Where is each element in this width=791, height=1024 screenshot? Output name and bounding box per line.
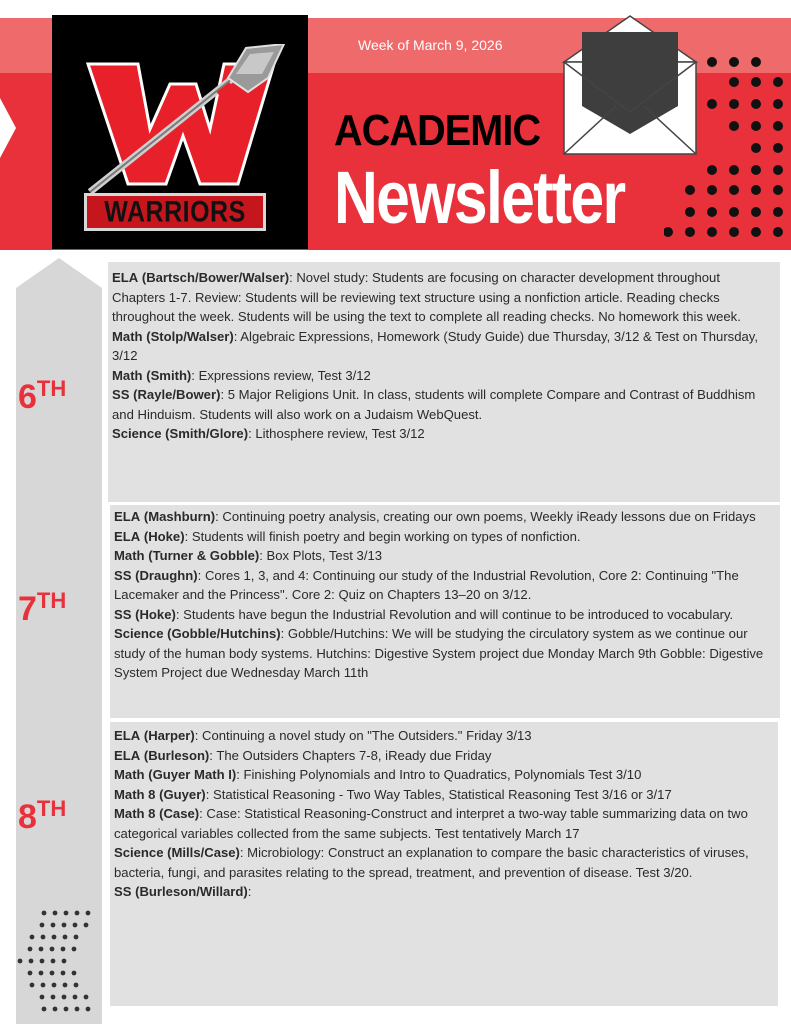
decorative-dot — [63, 983, 68, 988]
decorative-dot — [773, 99, 783, 109]
decorative-dot — [30, 983, 35, 988]
decorative-dot — [18, 959, 23, 964]
decorative-dot — [773, 185, 783, 195]
decorative-dot — [773, 207, 783, 217]
grade-8-panel — [110, 722, 778, 1006]
decorative-dot — [72, 971, 77, 976]
entry: Math 8 (Guyer): Statistical Reasoning - Two Way Tables, Statistical Reasoning Test 3/16 or 3/17 — [114, 786, 672, 802]
decorative-dot — [53, 1007, 58, 1012]
decorative-dot — [61, 971, 66, 976]
decorative-dot — [751, 57, 761, 67]
decorative-dot — [685, 185, 695, 195]
decorative-dot — [52, 983, 57, 988]
grade-6-label: 6TH — [18, 376, 67, 416]
decorative-dot — [664, 227, 673, 237]
decorative-dot — [50, 971, 55, 976]
decorative-dot — [53, 911, 58, 916]
entry: SS (Burleson/Willard): — [114, 884, 252, 899]
decorative-dot — [61, 947, 66, 952]
left-chevron-icon — [0, 98, 16, 158]
title-newsletter: Newsletter — [334, 156, 625, 239]
warriors-plate — [84, 193, 266, 231]
decorative-dot — [51, 995, 56, 1000]
decorative-dot — [51, 923, 56, 928]
entry: ELA (Mashburn): Continuing poetry analysis, creating our own poems, Weekly iReady lessons due on Fridays — [114, 509, 756, 524]
decorative-dots-icon — [0, 905, 106, 1017]
decorative-dot — [40, 923, 45, 928]
decorative-dot — [73, 995, 78, 1000]
decorative-dot — [707, 165, 717, 175]
strip-notch — [16, 258, 102, 288]
decorative-dot — [41, 935, 46, 940]
decorative-dot — [707, 227, 717, 237]
decorative-dot — [40, 995, 45, 1000]
decorative-dot — [685, 207, 695, 217]
decorative-dot — [50, 947, 55, 952]
decorative-dot — [72, 947, 77, 952]
arrowhead-w-logo-icon — [78, 44, 288, 194]
decorative-dot — [62, 923, 67, 928]
decorative-dot — [685, 227, 695, 237]
decorative-dot — [62, 995, 67, 1000]
decorative-dot — [729, 207, 739, 217]
logo-text: WARRIORS — [104, 194, 246, 229]
decorative-dot — [773, 165, 783, 175]
decorative-dot — [52, 935, 57, 940]
decorative-dot — [42, 911, 47, 916]
decorative-dot — [707, 57, 717, 67]
entry: SS (Rayle/Bower): 5 Major Religions Unit. In class, students will complete Compare and Contrast of Buddhism and Hinduism. Students will also work on a Judaism WebQuest. — [112, 387, 756, 422]
decorative-dot — [73, 923, 78, 928]
decorative-dot — [751, 99, 761, 109]
entry: ELA (Bartsch/Bower/Walser): Novel study: Students are focusing on character development throughout Chapters 1-7. Review: Students will be reviewing text structure using a nonfiction article. Reading checks throughout the week. Students will be using the text to complete all reading checks. No homework this week. — [112, 270, 741, 324]
entry: Math (Stolp/Walser): Algebraic Expressions, Homework (Study Guide) due Thursday, 3/12 & Test on Thursday, 3/12 — [112, 328, 759, 363]
decorative-dot — [28, 947, 33, 952]
decorative-dot — [84, 995, 89, 1000]
decorative-dot — [63, 935, 68, 940]
decorative-dot — [42, 1007, 47, 1012]
title-academic: ACADEMIC — [334, 106, 541, 155]
decorative-dot — [64, 911, 69, 916]
entry: SS (Hoke): Students have begun the Industrial Revolution and will continue to be introduced to vocabulary. — [114, 606, 734, 622]
decorative-dot — [751, 207, 761, 217]
decorative-dot — [729, 185, 739, 195]
decorative-dot — [40, 959, 45, 964]
entry: Science (Mills/Case): Microbiology: Construct an explanation to compare the basic characteristics of viruses, bacteria, fungi, and parasites relating to the spread, treatment, and prevention of disease. Test 3/20. — [114, 845, 749, 880]
grade-7-label: 7TH — [18, 588, 67, 628]
decorative-dot — [64, 1007, 69, 1012]
decorative-dot — [729, 121, 739, 131]
decorative-dot — [751, 121, 761, 131]
decorative-dot — [751, 227, 761, 237]
decorative-dot — [74, 983, 79, 988]
decorative-dot — [39, 971, 44, 976]
entry: Science (Smith/Glore): Lithosphere review, Test 3/12 — [112, 426, 425, 441]
decorative-dot — [39, 947, 44, 952]
decorative-dot — [751, 185, 761, 195]
decorative-dot — [729, 227, 739, 237]
decorative-dot — [751, 165, 761, 175]
entry: ELA (Hoke): Students will finish poetry and begin working on types of nonfiction. — [114, 528, 581, 544]
grade-8-label: 8TH — [18, 796, 67, 836]
decorative-dot — [28, 971, 33, 976]
decorative-dot — [29, 959, 34, 964]
grade-7-panel — [110, 505, 780, 718]
decorative-dot — [729, 99, 739, 109]
decorative-dot — [51, 959, 56, 964]
entry: ELA (Harper): Continuing a novel study on "The Outsiders." Friday 3/13 — [114, 728, 532, 743]
entry: Math (Smith): Expressions review, Test 3/12 — [112, 367, 371, 383]
entry: Math 8 (Case): Case: Statistical Reasoning-Construct and interpret a two-way table summarizing data on two categorical variables collected from the same subjects. Test tentatively March 17 — [114, 806, 748, 841]
decorative-dot — [729, 77, 739, 87]
grade-6-panel — [108, 262, 780, 502]
decorative-dot — [84, 923, 89, 928]
decorative-dot — [86, 911, 91, 916]
decorative-dots-icon — [664, 56, 791, 240]
decorative-dot — [707, 207, 717, 217]
decorative-dot — [773, 227, 783, 237]
header-divider — [0, 250, 791, 258]
week-date: Week of March 9, 2026 — [358, 37, 503, 53]
entry: ELA (Burleson): The Outsiders Chapters 7-8, iReady due Friday — [114, 747, 492, 763]
decorative-dot — [74, 935, 79, 940]
decorative-dot — [729, 165, 739, 175]
decorative-dot — [773, 77, 783, 87]
decorative-dot — [729, 57, 739, 67]
decorative-dot — [751, 143, 761, 153]
entry: Math (Turner & Gobble): Box Plots, Test 3/13 — [114, 548, 383, 563]
decorative-dot — [75, 911, 80, 916]
decorative-dot — [751, 77, 761, 87]
decorative-dot — [86, 1007, 91, 1012]
decorative-dot — [62, 959, 67, 964]
decorative-dot — [30, 935, 35, 940]
entry: Science (Gobble/Hutchins): Gobble/Hutchins: We will be studying the circulatory system as we continue our study of the human body systems. Hutchins: Digestive System project due Monday March 9th Gobble: Digestive System Project due Wednesday March 11th — [114, 626, 764, 680]
entry: Math (Guyer Math I): Finishing Polynomials and Intro to Quadratics, Polynomials Test 3/10 — [114, 767, 642, 782]
decorative-dot — [707, 185, 717, 195]
decorative-dot — [75, 1007, 80, 1012]
decorative-dot — [773, 143, 783, 153]
entry: SS (Draughn): Cores 1, 3, and 4: Continuing our study of the Industrial Revolution, Core 2: Continuing "The Lacemaker and the Princess". Core 2: Quiz on Chapters 13–20 on 3/12. — [114, 567, 739, 602]
decorative-dot — [41, 983, 46, 988]
decorative-dot — [707, 99, 717, 109]
decorative-dot — [773, 121, 783, 131]
